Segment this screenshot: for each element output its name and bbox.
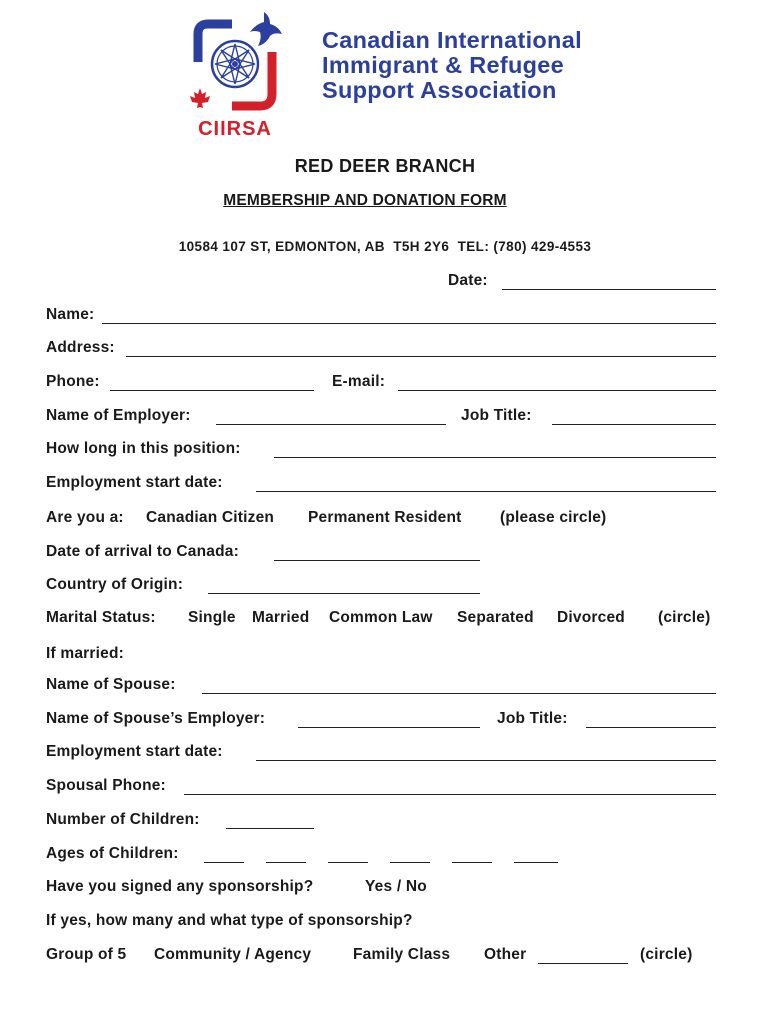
how-long-label: How long in this position: [46, 440, 241, 457]
marital-option-divorced[interactable]: Divorced [557, 609, 625, 626]
date-label: Date: [448, 272, 488, 289]
status-note: (please circle) [500, 509, 607, 526]
marital-row [46, 609, 726, 631]
origin-row [46, 576, 718, 598]
marital-option-single[interactable]: Single [188, 609, 236, 626]
how-long-row [46, 440, 718, 462]
spouse-name-label: Name of Spouse: [46, 676, 176, 693]
address-label: Address: [46, 339, 115, 356]
phone-label: Phone: [46, 373, 100, 390]
spouse-name-row [46, 676, 718, 698]
child-age-field-3[interactable] [328, 862, 368, 863]
origin-label: Country of Origin: [46, 576, 184, 593]
logo-acronym: CIIRSA [198, 118, 272, 140]
spouse-start-label: Employment start date: [46, 743, 223, 760]
child-age-field-2[interactable] [266, 862, 306, 863]
marital-option-separated[interactable]: Separated [457, 609, 534, 626]
spouse-employer-field[interactable] [298, 727, 480, 728]
option-other[interactable]: Other [484, 946, 527, 963]
job-title-label: Job Title: [461, 407, 532, 424]
email-label: E-mail: [332, 373, 386, 390]
address-field[interactable] [126, 356, 716, 357]
ages-children-row [46, 845, 718, 867]
employer-label: Name of Employer: [46, 407, 191, 424]
branch-title: RED DEER BRANCH [294, 156, 476, 176]
date-field[interactable] [502, 289, 716, 290]
start-date-field[interactable] [256, 491, 716, 492]
spouse-job-title-field[interactable] [586, 727, 716, 728]
how-long-field[interactable] [274, 457, 716, 458]
status-row [46, 509, 718, 531]
org-line-1: Canadian International [322, 27, 582, 53]
status-option-citizen[interactable]: Canadian Citizen [146, 509, 275, 526]
job-title-field[interactable] [552, 424, 716, 425]
employer-row [46, 407, 718, 429]
arrival-row [46, 543, 718, 565]
address-line: 10584 107 ST, EDMONTON, AB T5H 2Y6 TEL: (780) 429-4553 [178, 239, 592, 254]
spouse-phone-label: Spousal Phone: [46, 777, 166, 794]
organization-name [322, 28, 582, 103]
if-married-row [46, 645, 346, 667]
ages-children-label: Ages of Children: [46, 845, 179, 862]
spouse-employer-label: Name of Spouse’s Employer: [46, 710, 266, 727]
spouse-employer-row [46, 710, 718, 732]
email-field[interactable] [398, 390, 716, 391]
org-line-2: Immigrant & Refugee [322, 52, 565, 78]
employer-field[interactable] [216, 424, 446, 425]
sponsorship-options-row [46, 946, 726, 968]
phone-email-row [46, 373, 718, 395]
name-field[interactable] [102, 323, 716, 324]
if-married-label: If married: [46, 645, 124, 662]
spouse-phone-row [46, 777, 718, 799]
marital-circle-note: (circle) [658, 609, 711, 626]
other-field[interactable] [538, 963, 628, 964]
spouse-job-title-label: Job Title: [497, 710, 568, 727]
child-age-field-1[interactable] [204, 862, 244, 863]
marital-option-common-law[interactable]: Common Law [329, 609, 433, 626]
num-children-label: Number of Children: [46, 811, 200, 828]
status-option-resident[interactable]: Permanent Resident [308, 509, 462, 526]
date-row [448, 272, 718, 294]
org-line-3: Support Association [322, 77, 557, 103]
status-question: Are you a: [46, 509, 124, 526]
start-date-label: Employment start date: [46, 474, 223, 491]
origin-field[interactable] [208, 593, 480, 594]
sponsorship-type-row [46, 912, 718, 934]
marital-option-married[interactable]: Married [252, 609, 310, 626]
option-community-agency[interactable]: Community / Agency [154, 946, 312, 963]
phone-field[interactable] [110, 390, 314, 391]
arrival-field[interactable] [274, 560, 480, 561]
num-children-row [46, 811, 718, 833]
child-age-field-6[interactable] [514, 862, 558, 863]
spouse-phone-field[interactable] [184, 794, 716, 795]
name-label: Name: [46, 306, 95, 323]
spouse-start-field[interactable] [256, 760, 716, 761]
form-title: MEMBERSHIP AND DONATION FORM [223, 192, 507, 209]
name-row [46, 306, 718, 328]
sponsorship-yes-no[interactable]: Yes / No [365, 878, 427, 895]
spouse-start-row [46, 743, 718, 765]
option-group-of-5[interactable]: Group of 5 [46, 946, 127, 963]
child-age-field-4[interactable] [390, 862, 430, 863]
sponsorship-type-question: If yes, how many and what type of sponsorship? [46, 912, 413, 929]
sponsorship-circle-note: (circle) [640, 946, 693, 963]
arrival-label: Date of arrival to Canada: [46, 543, 239, 560]
address-row [46, 339, 718, 361]
logo [180, 10, 290, 142]
start-date-row [46, 474, 718, 496]
spouse-name-field[interactable] [202, 693, 716, 694]
option-family-class[interactable]: Family Class [353, 946, 451, 963]
sponsorship-row [46, 878, 718, 900]
sponsorship-question: Have you signed any sponsorship? [46, 878, 314, 895]
child-age-field-5[interactable] [452, 862, 492, 863]
marital-label: Marital Status: [46, 609, 156, 626]
num-children-field[interactable] [226, 828, 314, 829]
